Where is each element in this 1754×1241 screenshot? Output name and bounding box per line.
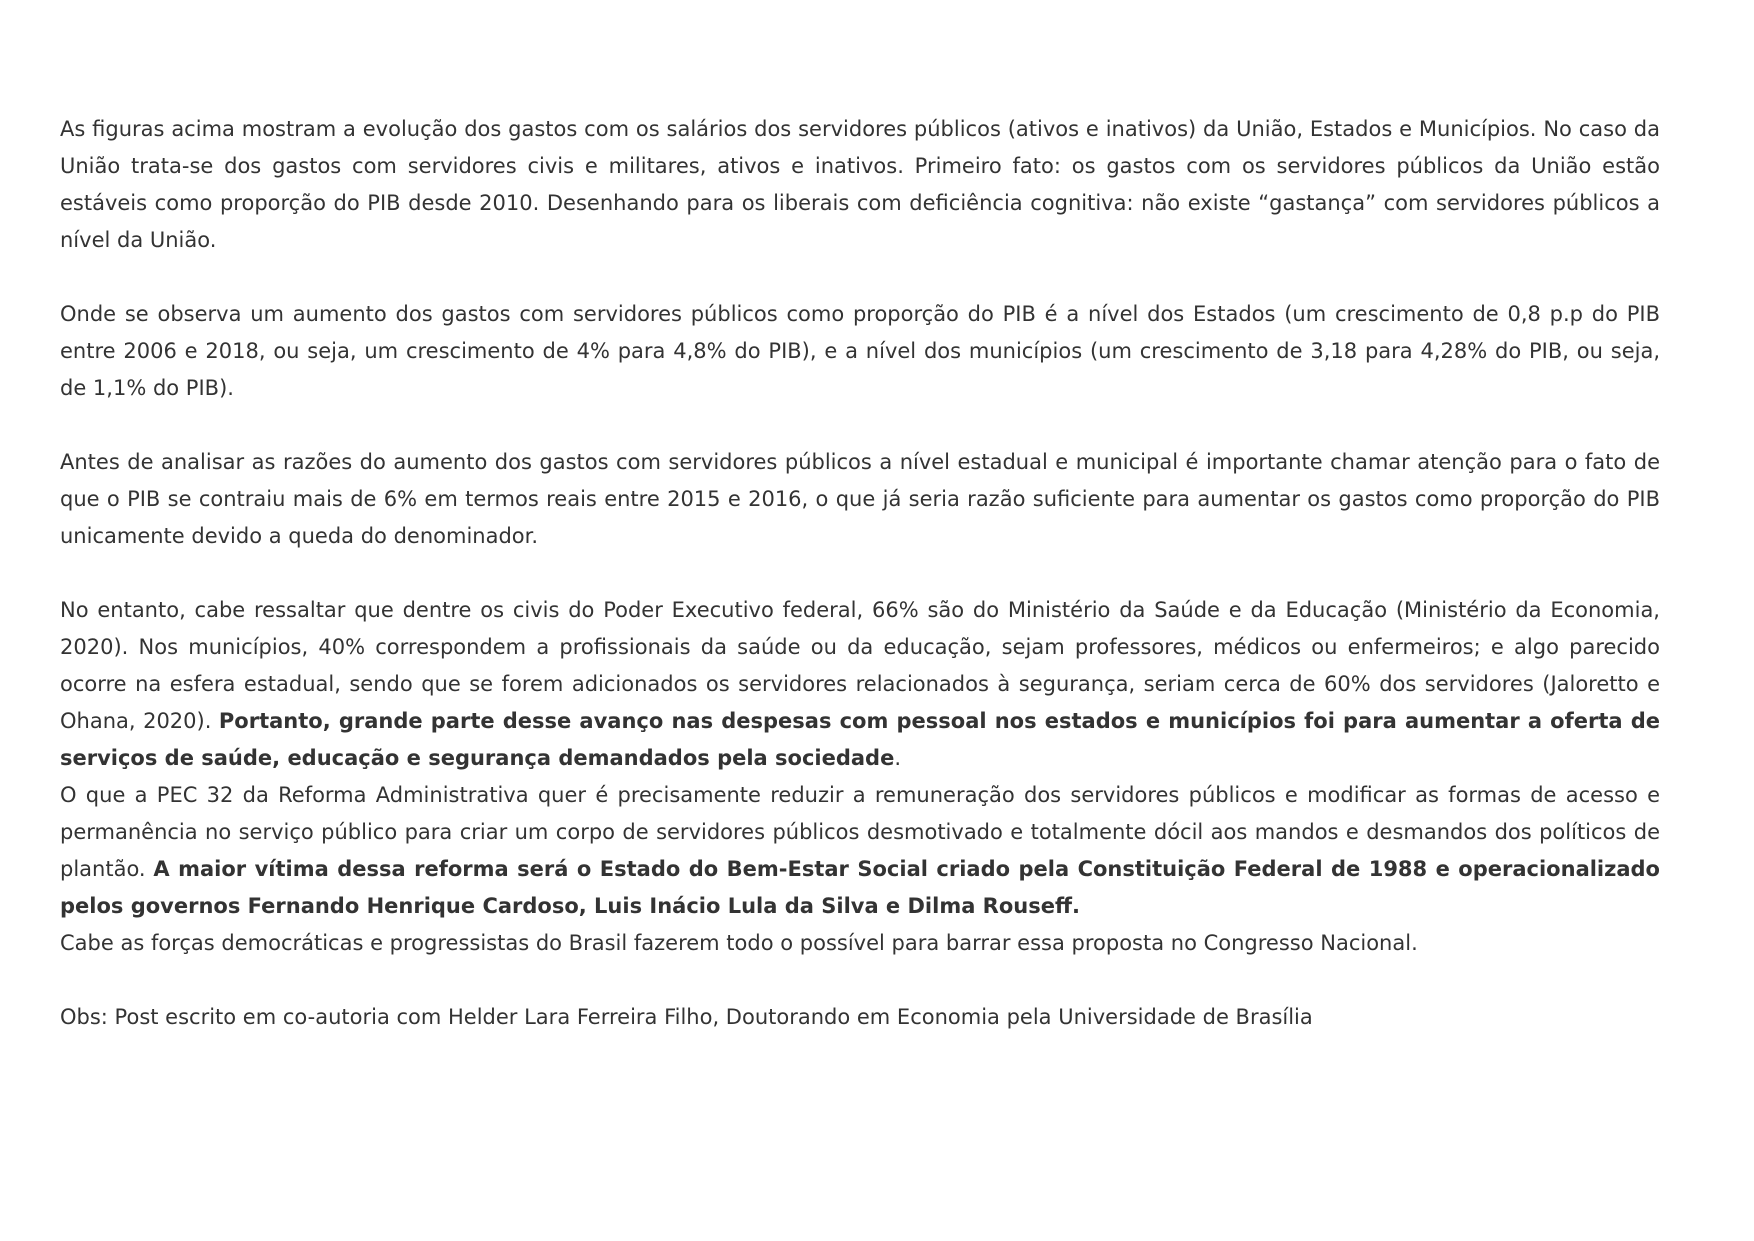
paragraph-states-municipalities: Onde se observa um aumento dos gastos com servidores públicos como proporção do PIB é a nível dos Estados (um crescimento de 0,8 p.p do PIB entre 2006 e 2018, ou seja, um crescimento de 4% para 4,8% do PIB), e a nível dos municípios (um crescimento de 3,18 para 4,28% do PIB, ou seja, de 1,1% do PIB). [60,302,1660,400]
paragraph-text: No entanto, cabe ressaltar que dentre os civis do Poder Executivo federal, 66% são do Ministério da Saúde e da Educação (Ministério da Economia, 2020). Nos municípios, 40% correspondem a profissionais da saúde ou da educação, sejam professores, médicos ou enfermeiros; e algo parecido ocorre na esfera estadual, sendo que se forem adicionados os servidores relacionados à segurança, seriam cerca de 60% dos servidores (Jaloretto e Ohana, 2020). [60,598,1660,733]
paragraph-end-punctuation: . [894,746,902,770]
document-body [60,111,1660,1036]
paragraph-text: O que a PEC 32 da Reforma Administrativa quer é precisamente reduzir a remuneração dos servidores públicos e modificar as formas de acesso e permanência no serviço público para criar um corpo de servidores públicos desmotivado e totalmente dócil aos mandos e desmandos dos políticos de plantão. [60,783,1660,881]
paragraph-coauthor-note: Obs: Post escrito em co-autoria com Helder Lara Ferreira Filho, Doutorando em Economia pela Universidade de Brasília [60,1005,1313,1029]
paragraph-gap [60,407,1660,444]
paragraph-pec-32 [60,777,1660,925]
paragraph-gdp-contraction: Antes de analisar as razões do aumento dos gastos com servidores públicos a nível estadual e municipal é importante chamar atenção para o fato de que o PIB se contraiu mais de 6% em termos reais entre 2015 e 2016, o que já seria razão suficiente para aumentar os gastos como proporção do PIB unicamente devido a queda do denominador. [60,450,1660,548]
paragraph-call-to-action: Cabe as forças democráticas e progressistas do Brasil fazerem todo o possível para barrar essa proposta no Congresso Nacional. [60,931,1418,955]
paragraph-health-education [60,592,1660,777]
paragraph-gap [60,555,1660,592]
paragraph-intro: As figuras acima mostram a evolução dos gastos com os salários dos servidores públicos (ativos e inativos) da União, Estados e Municípios. No caso da União trata-se dos gastos com servidores civis e militares, ativos e inativos. Primeiro fato: os gastos com os servidores públicos da União estão estáveis como proporção do PIB desde 2010. Desenhando para os liberais com deficiência cognitiva: não existe “gastança” com servidores públicos a nível da União. [60,117,1660,252]
paragraph-gap [60,962,1660,999]
paragraph-bold-conclusion: Portanto, grande parte desse avanço nas despesas com pessoal nos estados e municípios foi para aumentar a oferta de serviços de saúde, educação e segurança demandados pela sociedade [60,709,1660,770]
paragraph-bold-victim: A maior vítima dessa reforma será o Estado do Bem-Estar Social criado pela Constituição Federal de 1988 e operacionalizado pelos governos Fernando Henrique Cardoso, Luis Inácio Lula da Silva e Dilma Rouseff. [60,857,1660,918]
paragraph-gap [60,259,1660,296]
